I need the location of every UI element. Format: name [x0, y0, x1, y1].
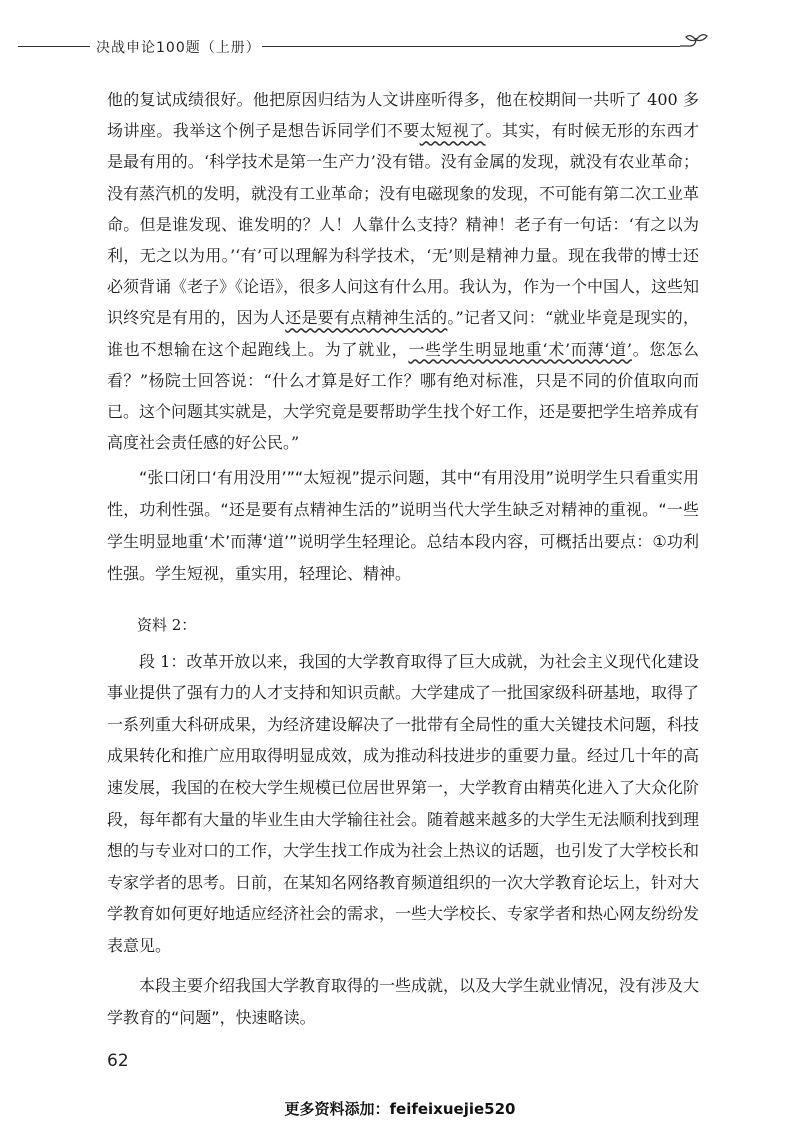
page-body: [107, 84, 699, 1034]
quote-text: 他的复试成绩很好。他把原因归结为人文讲座听得多，他在校期间一共听了 400 多场讲座。我举这个例子是想告诉同学们不要: [107, 90, 699, 141]
footer-note: 更多资料添加：feifeixuejie520: [284, 1100, 516, 1118]
underlined-phrase: 一些学生明显地重‘术’而薄‘道’: [408, 339, 632, 359]
material-label: 资料 2：: [137, 615, 197, 634]
sprout-icon: [676, 34, 716, 60]
quote-text: 。您怎么看？”杨院士回答说：“什么才算是好工作？哪有绝对标准，只是不同的价值取向而已。这个问题其实就是，大学究竟是要帮助学生找个好工作，还是要把学生培养成有高度社会责任感的好公民。”: [107, 339, 700, 453]
quote-text: 。其实，有时候无形的东西才是最有用的。‘科学技术是第一生产力’没有错。没有金属的发现，就没有农业革命；没有蒸汽机的发明，就没有工业革命；没有电磁现象的发现，不可能有第二次工业革命。但是谁发现、谁发明的？人！人靠什么支持？精神！老子有一句话：‘有之以为利，无之以为用。’‘有’可以理解为科学技术，‘无’则是精神力量。现在我带的博士还必须背诵《老子》《论语》，很多人问这有什么用。我认为，作为一个中国人，这些知识终究是有用的，因为人: [107, 121, 700, 328]
material-paragraph: 段 1：改革开放以来，我国的大学教育取得了巨大成就，为社会主义现代化建设事业提供了强有力的人才支持和知识贡献。大学建成了一批国家级科研基地，取得了一系列重大科研成果，为经济建设解决了一批带有全局性的重大关键技术问题，科技成果转化和推广应用取得明显成效，成为推动科技进步的重要力量。经过几十年的高速发展，我国的在校大学生规模已位居世界第一，大学教育由精英化进入了大众化阶段，每年都有大量的毕业生由大学输往社会。随着越来越多的大学生无法顺利找到理想的与专业对口的工作，大学生找工作成为社会上热议的话题，也引发了大学校长和专家学者的思考。日前，在某知名网络教育频道组织的一次大学教育论坛上，针对大学教育如何更好地适应经济社会的需求，一些大学校长、专家学者和热心网友纷纷发表意见。: [107, 651, 700, 955]
running-header: [0, 34, 800, 60]
quote-text: 。”记者又问：“就业毕竟是现实的，谁也不想输在这个起跑线上。为了就业，: [107, 308, 699, 359]
interview-quote-paragraph: [107, 84, 699, 458]
summary-paragraph: 本段主要介绍我国大学教育取得的一些成就，以及大学生就业情况，没有涉及大学教育的“问题”，快速略读。: [107, 975, 700, 1027]
underlined-phrase: 太短视了: [419, 121, 486, 141]
page-number: 62: [107, 1051, 129, 1071]
header-left-rule: [18, 46, 90, 47]
analysis-paragraph: “张口闭口‘有用没用’”“太短视”提示问题，其中“有用没用”说明学生只看重实用性，功利性强。“还是要有点精神生活的”说明当代大学生缺乏对精神的重视。“一些学生明显地重‘术’而薄‘道’”说明学生轻理论。总结本段内容，可概括出要点：①功利性强。学生短视，重实用，轻理论、精神。: [107, 468, 699, 583]
book-title: 决战申论100题（上册）: [96, 40, 261, 56]
underlined-phrase: 还是要有点精神生活的: [285, 308, 448, 328]
header-rule: [262, 46, 680, 47]
